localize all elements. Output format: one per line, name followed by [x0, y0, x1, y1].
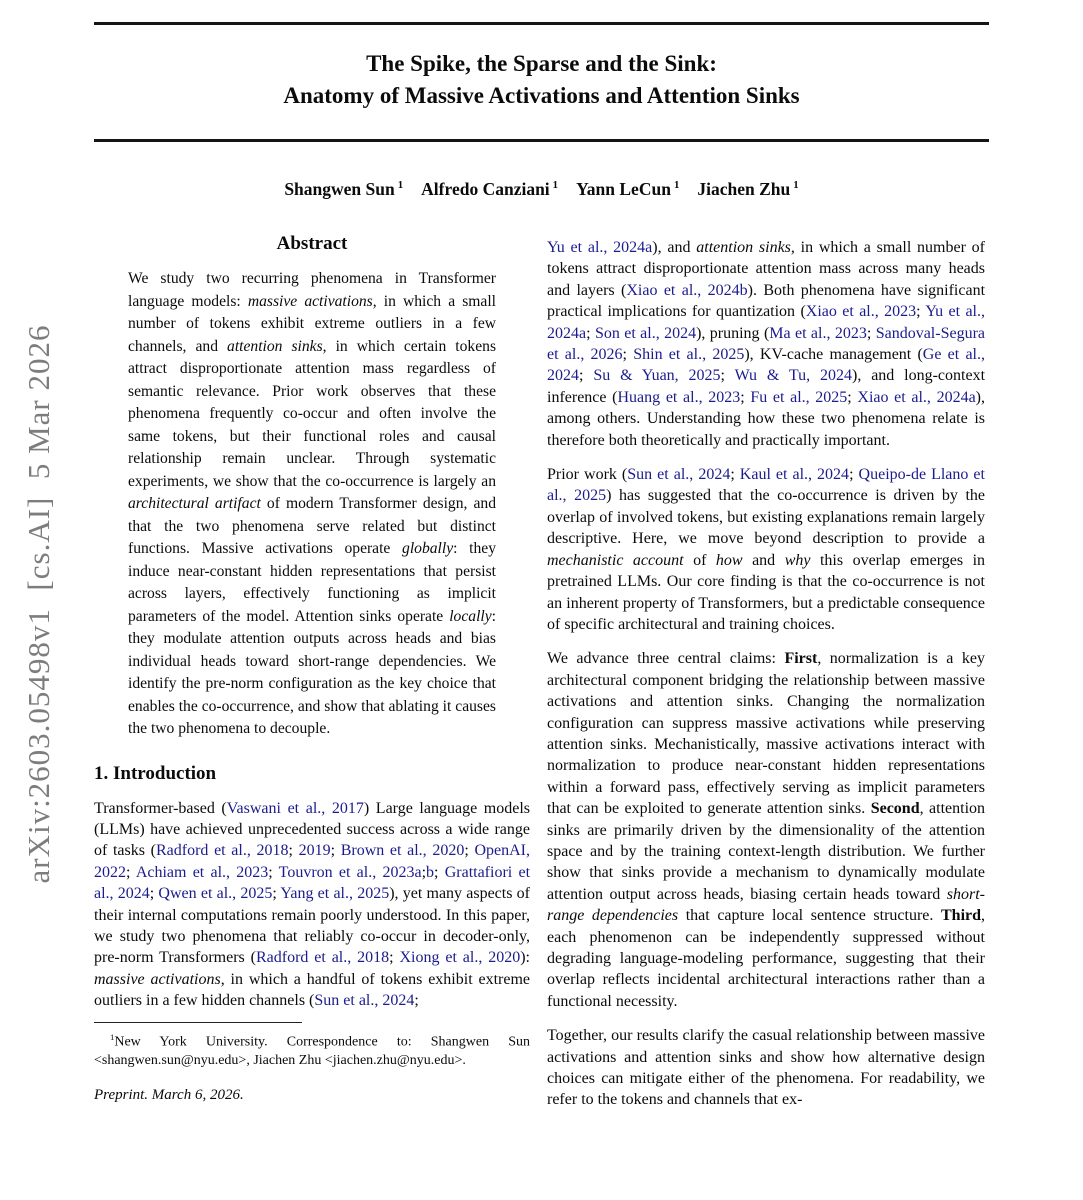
- footnote-text: New York University. Correspondence to: Shangwen Sun <shangwen.sun@nyu.edu>, Jiachen Zhu <jiachen.zhu@nyu.edu>.: [94, 1034, 530, 1069]
- citation-link[interactable]: Queipo-de Llano et al., 2025: [547, 466, 985, 505]
- text-segment: , in which a handful of tokens exhibit extreme outliers in a few hidden channels (: [94, 970, 530, 1010]
- text-segment: ;: [586, 324, 595, 342]
- body-paragraph: [547, 1025, 985, 1111]
- text-segment: ;: [272, 885, 281, 903]
- citation-link[interactable]: Brown et al., 2020: [340, 842, 465, 860]
- text-segment: ;: [434, 863, 445, 881]
- text-segment: ;: [740, 388, 751, 406]
- text-segment: massive activations: [247, 292, 373, 310]
- footnote-rule: [94, 1022, 302, 1024]
- left-column: [94, 233, 530, 1104]
- citation-link[interactable]: Grattafiori et al., 2024: [94, 863, 531, 903]
- intro-paragraph: [94, 798, 530, 1012]
- citation-link[interactable]: Yu et al., 2024a: [547, 239, 653, 256]
- citation-link[interactable]: Xiao et al., 2024b: [626, 281, 748, 299]
- text-segment: ;: [389, 949, 400, 967]
- author-name: Jiachen Zhu $^1$: [697, 179, 799, 199]
- text-segment: ), yet many aspects of their internal computations remain poorly understood. In this paper, we study two phenomena that reliably co-occur in decoder-only, pre-norm Transformers (: [94, 885, 530, 967]
- section-heading-introduction: 1. Introduction: [94, 762, 217, 784]
- author-list: [94, 179, 989, 200]
- text-segment: ), and long-context inference (: [547, 367, 986, 406]
- text-segment: ;: [849, 466, 859, 484]
- citation-link[interactable]: Fu et al., 2025: [750, 388, 848, 406]
- text-segment: ;: [866, 324, 876, 342]
- text-segment: ;: [421, 863, 427, 881]
- footnote: [94, 1028, 530, 1071]
- arxiv-watermark: arXiv:2603.05498v1 [cs.AI] 5 Mar 2026: [21, 324, 56, 884]
- text-segment: We advance three central claims:: [547, 650, 785, 668]
- citation-link[interactable]: Huang et al., 2023: [617, 388, 741, 406]
- abstract-heading: Abstract: [276, 233, 348, 254]
- text-segment: Second: [870, 800, 920, 818]
- body-paragraph: [547, 464, 985, 635]
- text-segment: First: [784, 650, 818, 668]
- text-segment: ;: [916, 303, 926, 321]
- text-segment: Prior work (: [547, 466, 628, 484]
- text-segment: ) has suggested that the co-occurrence is driven by the overlap of involved tokens, but existing explanations remain largely descriptive. Here, we move beyond description to provide a: [547, 487, 985, 548]
- author-affiliation-marker: 1: [397, 179, 404, 192]
- paper-title-line2: Anatomy of Massive Activations and Attention Sinks: [283, 83, 800, 108]
- citation-link[interactable]: 2019: [298, 842, 331, 860]
- citation-link[interactable]: Kaul et al., 2024: [739, 466, 850, 484]
- body-paragraph: [547, 648, 985, 1012]
- text-segment: ;: [288, 842, 299, 860]
- text-segment: , attention sinks are primarily driven by the dimensionality of the attention space and by the training context-length distribution. We further show that sinks provide a mechanism to dynamically modulate attention output across heads, biasing certain heads toward: [547, 800, 986, 903]
- text-segment: how: [715, 551, 743, 569]
- top-rule: [94, 22, 989, 25]
- citation-link[interactable]: Shin et al., 2025: [633, 346, 745, 364]
- author-name: Alfredo Canziani $^1$: [421, 179, 559, 199]
- citation-link[interactable]: Wu & Tu, 2024: [734, 367, 852, 385]
- text-segment: and: [742, 551, 785, 569]
- text-segment: ;: [414, 992, 419, 1010]
- citation-link[interactable]: Ge et al., 2024: [547, 346, 985, 385]
- citation-link[interactable]: Xiao et al., 2023: [805, 303, 917, 321]
- citation-link[interactable]: Ma et al., 2023: [769, 324, 867, 342]
- text-segment: , in which a small number of tokens attract disproportionate attention mass across many heads and layers (: [547, 239, 986, 299]
- citation-link[interactable]: OpenAI, 2022: [94, 842, 531, 881]
- citation-link[interactable]: Achiam et al., 2023: [135, 863, 269, 881]
- text-segment: , in which a small number of tokens exhibit extreme outliers in a few channels, and: [128, 292, 496, 355]
- text-segment: architectural artifact: [128, 495, 261, 512]
- text-segment: ). Both phenomena have significant practical implications for quantization (: [547, 281, 986, 321]
- citation-link[interactable]: Vaswani et al., 2017: [226, 799, 364, 817]
- text-segment: ;: [464, 842, 475, 860]
- citation-link[interactable]: Touvron et al., 2023a: [278, 863, 422, 881]
- author-affiliation-marker: 1: [552, 179, 559, 192]
- citation-link[interactable]: Radford et al., 2018: [155, 842, 289, 860]
- mid-rule: [94, 139, 989, 142]
- text-segment: ;: [149, 885, 159, 903]
- right-column: [547, 237, 985, 1111]
- paper-title-line1: The Spike, the Sparse and the Sink:: [366, 51, 717, 76]
- citation-link[interactable]: Yang et al., 2025: [280, 885, 390, 903]
- citation-link[interactable]: Son et al., 2024: [594, 324, 697, 342]
- text-segment: ;: [330, 842, 341, 860]
- author-name: Yann LeCun $^1$: [576, 179, 680, 199]
- text-segment: ;: [126, 863, 136, 881]
- citation-link[interactable]: Xiong et al., 2020: [399, 949, 521, 967]
- text-segment: , each phenomenon can be independently suppressed without degrading language-modeling performance, suggesting that their overlap reflects incidental architectural interactions rather than a functional necessity.: [547, 907, 986, 1010]
- citation-link[interactable]: Xiao et al., 2024a: [857, 388, 976, 406]
- text-segment: globally: [402, 540, 454, 557]
- text-segment: ;: [720, 367, 735, 385]
- text-segment: why: [784, 551, 811, 569]
- text-segment: ;: [622, 346, 634, 364]
- text-segment: , normalization is a key architectural component bridging the relationship between massive activations and attention sinks. Changing the normalization configuration can suppress massive activations while preserving attention sinks. Mechanistically, massive activations interact with normalization to produce near-constant hidden representations within a forward pass, effectively serving as implicit parameters that can be exploited to generate attention sinks.: [547, 650, 985, 818]
- text-segment: ), among others. Understanding how these two phenomena relate is therefore both theoretically and practically important.: [547, 388, 985, 449]
- text-segment: locally: [449, 607, 492, 625]
- text-segment: this overlap emerges in pretrained LLMs. Our core finding is that the co-occurrence is not an inherent property of Transformers, but a predictable consequence of specific architectural and training choices.: [547, 551, 986, 633]
- text-segment: massive activations: [94, 970, 221, 988]
- citation-link[interactable]: Sun et al., 2024: [314, 992, 415, 1010]
- abstract-body: [128, 268, 496, 741]
- citation-link[interactable]: b: [426, 863, 435, 881]
- text-segment: attention sinks: [227, 337, 323, 355]
- author-affiliation-marker: 1: [793, 179, 799, 192]
- author-affiliation-marker: 1: [673, 179, 680, 192]
- text-segment: , in which certain tokens attract disproportionate attention mass regardless of semantic relevance. Prior work observes that these phenomena frequently co-occur and often involve the same tokens, but their functional roles and causal relationship remain unclear. Through systematic experiments, we show that the co-occurrence is largely an: [128, 337, 497, 490]
- text-segment: : they modulate attention outputs across heads and bias individual heads toward short-range dependencies. We identify the pre-norm configuration as the key choice that enables the co-occurrence, and show that ablating it causes the two phenomena to decouple.: [128, 607, 496, 737]
- citation-link[interactable]: Sun et al., 2024: [627, 466, 731, 484]
- citation-link[interactable]: Radford et al., 2018: [255, 949, 390, 967]
- text-segment: that capture local sentence structure.: [678, 907, 941, 925]
- author-name: Shangwen Sun $^1$: [284, 179, 404, 199]
- text-segment: ):: [520, 949, 530, 967]
- text-segment: ), pruning (: [696, 324, 770, 342]
- citation-link[interactable]: Yu et al., 2024a: [547, 303, 985, 342]
- text-segment: Together, our results clarify the casual relationship between massive activations and attention sinks and show how alternative design choices can mitigate either of the phenomena. For readability, we refer to the tokens and channels that ex-: [547, 1027, 985, 1109]
- text-segment: ;: [579, 367, 594, 385]
- text-segment: short-range dependencies: [547, 885, 985, 925]
- text-segment: Transformer-based (: [94, 799, 227, 817]
- text-segment: of modern Transformer design, and that the two phenomena serve related but distinct functions. Massive activations operate: [128, 495, 497, 557]
- text-segment: of: [683, 551, 716, 569]
- text-segment: Third: [941, 907, 982, 925]
- text-segment: : they induce near-constant hidden representations that persist across layers, effectively functioning as implicit parameters of the model. Attention sinks operate: [128, 540, 496, 625]
- text-segment: ;: [268, 863, 279, 881]
- footnote-marker: 1: [110, 1032, 115, 1043]
- text-segment: ;: [847, 388, 858, 406]
- body-paragraph: [547, 237, 985, 451]
- text-segment: We study two recurring phenomena in Transformer language models:: [128, 270, 496, 310]
- text-segment: attention sinks: [696, 239, 791, 256]
- citation-link[interactable]: Sandoval-Segura et al., 2026: [547, 324, 985, 364]
- text-segment: ), and: [652, 239, 697, 256]
- text-segment: ;: [730, 466, 740, 484]
- paper-title: [94, 48, 989, 112]
- citation-link[interactable]: Qwen et al., 2025: [158, 885, 273, 903]
- text-segment: mechanistic account: [547, 551, 684, 569]
- preprint-note: Preprint. March 6, 2026.: [94, 1086, 244, 1103]
- text-segment: ), KV-cache management (: [744, 346, 923, 364]
- text-segment: ) Large language models (LLMs) have achieved unprecedented success across a wide range of tasks (: [94, 799, 530, 860]
- citation-link[interactable]: Su & Yuan, 2025: [593, 367, 721, 385]
